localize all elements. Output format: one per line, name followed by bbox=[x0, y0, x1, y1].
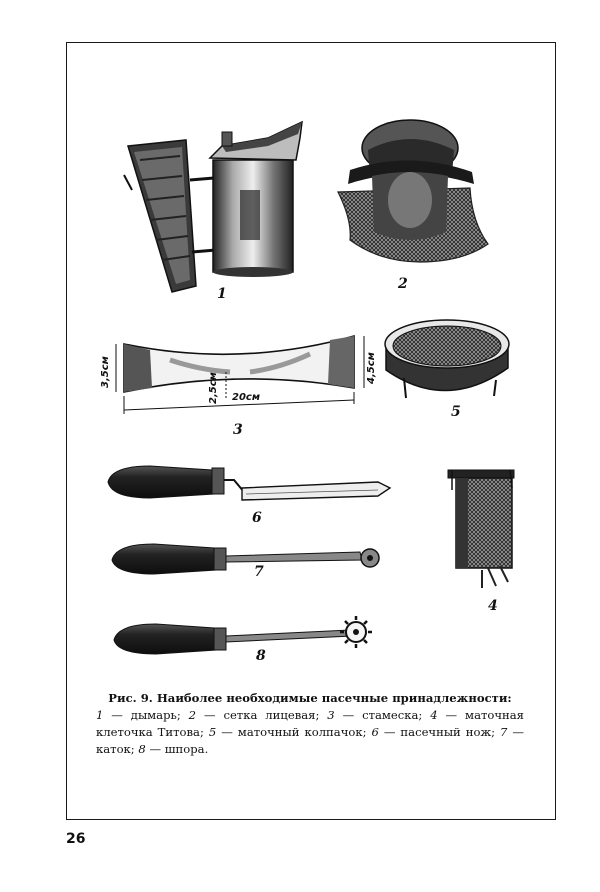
caption-item-text: — стамеска; bbox=[334, 708, 431, 722]
caption-items bbox=[96, 708, 524, 756]
queen-cap-illustration bbox=[385, 320, 509, 398]
label-smoker: 1 bbox=[217, 286, 227, 302]
veil-illustration bbox=[338, 120, 488, 262]
caption-item-num: 1 bbox=[96, 708, 104, 722]
label-queen-cage: 4 bbox=[488, 598, 498, 614]
label-veil: 2 bbox=[398, 276, 408, 292]
caption-item-num: 2 bbox=[188, 708, 197, 722]
caption-item-text: — маточный колпачок; bbox=[216, 725, 372, 739]
dim-length: 20см bbox=[232, 392, 261, 403]
dim-left-height: 3,5см bbox=[100, 356, 111, 388]
dim-middle-height: 2,5см bbox=[208, 372, 219, 404]
caption-item-text: — сетка лицевая; bbox=[196, 708, 328, 722]
label-roller: 7 bbox=[254, 564, 264, 580]
label-queen-cap: 5 bbox=[451, 404, 461, 420]
caption-title: Рис. 9. Наиболее необходимые пасечные принадлежности: bbox=[108, 691, 512, 705]
label-spur: 8 bbox=[256, 648, 266, 664]
caption-item-text: — дымарь; bbox=[103, 708, 189, 722]
caption-item-text: — маточная клеточка Титова; bbox=[96, 708, 524, 739]
label-knife: 6 bbox=[252, 510, 262, 526]
caption-item-num: 8 bbox=[138, 742, 146, 756]
caption-item-text: — каток; bbox=[96, 725, 524, 756]
smoker-illustration bbox=[124, 122, 302, 292]
caption-item-num: 6 bbox=[371, 725, 379, 739]
queen-cage-illustration bbox=[448, 470, 514, 588]
caption-item-num: 3 bbox=[327, 708, 335, 722]
page-number: 26 bbox=[66, 831, 86, 847]
caption-item-num: 7 bbox=[500, 725, 508, 739]
caption-item-num: 5 bbox=[208, 725, 217, 739]
dim-right-height: 4,5см bbox=[366, 352, 377, 384]
knife-illustration bbox=[108, 466, 390, 500]
caption-item-text: — шпора. bbox=[145, 742, 209, 756]
figure-caption bbox=[96, 690, 524, 758]
caption-item-text: — пасечный нож; bbox=[378, 725, 501, 739]
roller-illustration bbox=[112, 544, 379, 574]
spur-illustration bbox=[114, 616, 372, 654]
caption-item-num: 4 bbox=[430, 708, 438, 722]
label-chisel: 3 bbox=[233, 422, 243, 438]
